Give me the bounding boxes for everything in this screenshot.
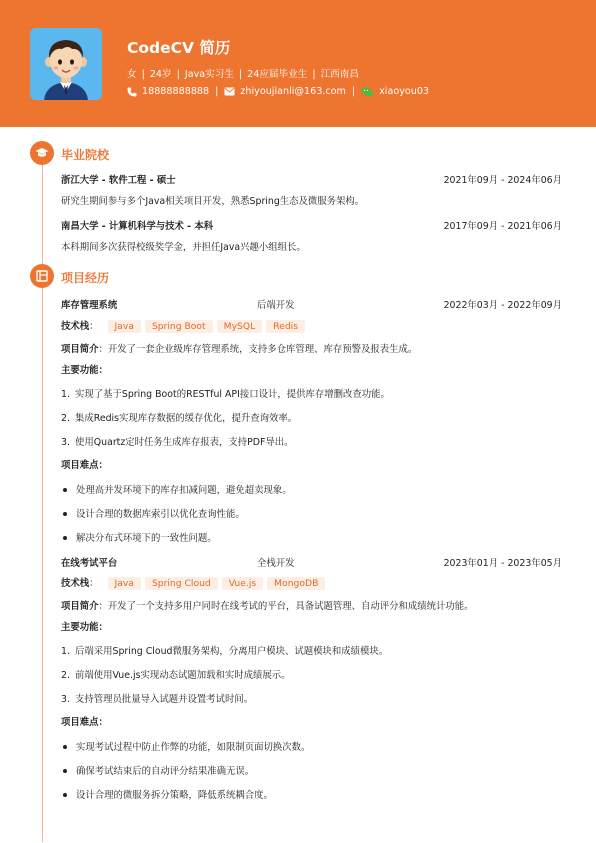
job-intention: Java实习生	[184, 69, 234, 80]
project-name-1: 库存管理系统	[61, 300, 118, 311]
difficulty-item: 设计合理的数据库索引以优化查询性能。	[61, 506, 245, 520]
difficulty-item: 确保考试结束后的自动评分结果准确无误。	[61, 763, 254, 777]
feature-item: 2. 集成Redis实现库存数据的缓存优化，提升查询效率。	[61, 413, 298, 424]
project-date-1: 2022年03月 - 2022年09月	[443, 300, 562, 311]
education-desc-2: 本科期间多次获得校级奖学金，并担任Java兴趣小组组长。	[61, 242, 306, 253]
tech-tag: MongoDB	[267, 577, 325, 590]
project-tech-row-2: 技术栈： Java Spring Cloud Vue.js MongoDB	[61, 575, 325, 590]
phone-icon	[127, 87, 137, 97]
education-school-1: 浙江大学 - 软件工程 - 硕士	[61, 175, 176, 186]
cartoon-avatar-icon	[30, 28, 102, 100]
tech-tag: Redis	[266, 320, 305, 333]
difficulty-item: 设计合理的微服务拆分策略，降低系统耦合度。	[61, 787, 273, 801]
education-school-2: 南昌大学 - 计算机科学与技术 - 本科	[61, 221, 214, 232]
wechat-icon	[361, 87, 374, 97]
project-date-2: 2023年01月 - 2023年05月	[443, 558, 562, 569]
wechat-id: xiaoyou03	[379, 86, 430, 97]
tech-tag: MySQL	[217, 320, 263, 333]
project-board-icon	[36, 270, 48, 282]
education-date-2: 2017年09月 - 2021年06月	[443, 221, 562, 232]
project-difficulties-label-1: 项目难点：	[61, 460, 108, 471]
resume-header	[0, 0, 596, 127]
education-section-title: 毕业院校	[61, 148, 110, 162]
education-section-icon	[30, 141, 54, 165]
education-desc-1: 研究生期间参与多个Java相关项目开发，熟悉Spring生态及微服务架构。	[61, 196, 365, 207]
basic-info: 女 | 24岁 | Java实习生 | 24应届毕业生 | 江西南昌	[127, 69, 359, 80]
feature-item: 1. 实现了基于Spring Boot的RESTful API接口设计，提供库存增删改查功能。	[61, 389, 390, 400]
timeline-line	[42, 152, 43, 842]
feature-item: 3. 支持管理员批量导入试题并设置考试时间。	[61, 694, 254, 705]
feature-item: 1. 后端采用Spring Cloud微服务架构，分离用户模块、试题模块和成绩模块。	[61, 646, 389, 657]
graduate-status: 24应届毕业生	[247, 69, 308, 80]
resume-name: CodeCV 简历	[127, 39, 231, 57]
email-icon	[224, 87, 235, 96]
difficulty-item: 实现考试过程中防止作弊的功能，如限制页面切换次数。	[61, 739, 310, 753]
tech-tag: Vue.js	[222, 577, 263, 590]
graduation-cap-icon	[35, 147, 49, 159]
difficulty-item: 处理高并发环境下的库存扣减问题，避免超卖现象。	[61, 482, 292, 496]
difficulty-item: 解决分布式环境下的一致性问题。	[61, 530, 217, 544]
project-summary-2: 项目简介：开发了一个支持多用户同时在线考试的平台，具备试题管理、自动评分和成绩统计功能。	[61, 601, 474, 612]
project-features-label-2: 主要功能：	[61, 622, 108, 633]
education-date-1: 2021年09月 - 2024年06月	[443, 175, 562, 186]
project-tech-row-1: 技术栈： Java Spring Boot MySQL Redis	[61, 318, 305, 333]
projects-section-title: 项目经历	[61, 271, 110, 285]
tech-tag: Java	[108, 577, 141, 590]
projects-section-icon	[30, 264, 54, 288]
project-features-label-1: 主要功能：	[61, 365, 108, 376]
project-summary-1: 项目简介：开发了一套企业级库存管理系统，支持多仓库管理、库存预警及报表生成。	[61, 344, 418, 355]
gender: 女	[127, 69, 137, 80]
project-name-2: 在线考试平台	[61, 558, 118, 569]
tech-tag: Spring Boot	[145, 320, 213, 333]
email-address: zhiyoujianli@163.com	[240, 86, 346, 97]
phone-number: 18888888888	[142, 86, 210, 97]
feature-item: 3. 使用Quartz定时任务生成库存报表，支持PDF导出。	[61, 437, 294, 448]
project-difficulties-label-2: 项目难点：	[61, 717, 108, 728]
project-role-2: 全栈开发	[257, 558, 295, 569]
age: 24岁	[149, 69, 172, 80]
project-role-1: 后端开发	[257, 300, 295, 311]
tech-tag: Spring Cloud	[145, 577, 218, 590]
tech-tag: Java	[108, 320, 141, 333]
avatar	[30, 28, 102, 100]
feature-item: 2. 前端使用Vue.js实现动态试题加载和实时成绩展示。	[61, 670, 291, 681]
location: 江西南昌	[320, 69, 359, 80]
contact-info: 18888888888 | zhiyoujianli@163.com | xiaoyou03	[127, 86, 429, 97]
